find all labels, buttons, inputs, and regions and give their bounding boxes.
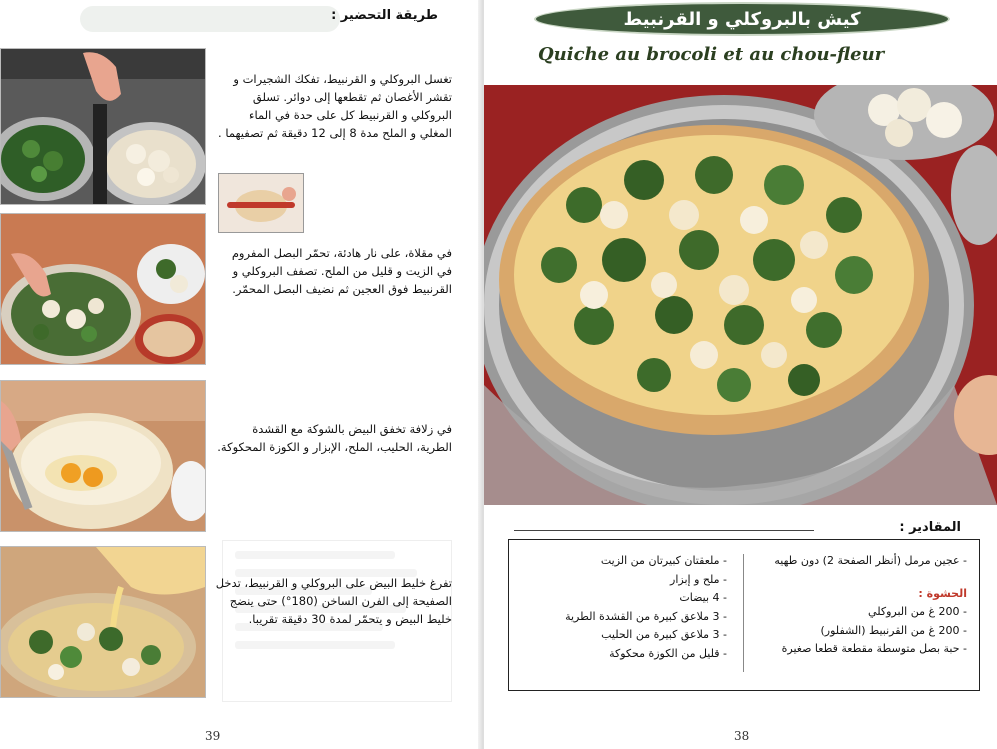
ingredient-item: - حبة بصل متوسطة مقطعة قطعا صغيرة xyxy=(781,642,967,655)
right-page xyxy=(484,0,997,749)
ingredient-item: - 3 ملاعق كبيرة من الحليب xyxy=(601,628,727,641)
page-number-left: 39 xyxy=(205,729,221,743)
pour-mixture-photo xyxy=(0,546,206,698)
ingredient-dough: - عجين مرمل (أنظر الصفحة 2) دون طهيه xyxy=(774,554,967,567)
quiche-photo xyxy=(484,85,997,505)
step-1-text: تغسل البروكلي و القرنبيط، تفكك الشجيرات و تقشر الأغصان ثم تقطعها إلى دوائر. تسلق البروكلي و القرنبيط كل على حدة في الماء المغلي و الملح مدة 8 إلى 12 دقيقة ثم تصفيهما . xyxy=(218,72,452,140)
filling-label: الحشوة : xyxy=(918,586,967,600)
title-banner xyxy=(534,2,950,36)
ingredient-item: - قليل من الكوزة محكوكة xyxy=(609,646,727,660)
step-4-text: تفرغ خليط البيض على البروكلي و القرنبيط، تدخل الصفيحة إلى الفرن الساخن (180°) حتى ينضج خليط البيض و يتحمّر لمدة 30 دقيقة تقريبا. xyxy=(215,576,452,626)
ingredients-title-underline xyxy=(514,530,814,531)
recipe-title-arabic: كيش بالبروكلي و القرنبيط xyxy=(623,8,861,30)
ingredients-box xyxy=(508,539,980,691)
ingredient-item: - 4 بيضات xyxy=(679,591,727,604)
egg-bowl-photo xyxy=(0,380,206,532)
pots-photo xyxy=(0,48,206,205)
ingredient-item: - 200 غ من القرنبيط (الشفلور) xyxy=(820,623,967,637)
step-2-text: في مقلاة، على نار هادئة، تحمّر البصل المفروم في الزيت و قليل من الملح. تصفف البروكلي و القرنبيط فوق العجين ثم نضيف البصل المحمّر. xyxy=(231,246,452,296)
preparation-title: طريقة التحضير : xyxy=(331,8,438,23)
onion-layer-photo xyxy=(0,213,206,365)
left-page xyxy=(0,0,484,749)
ingredients-divider xyxy=(743,554,744,672)
ingredient-item: - ملعقتان كبيرتان من الزيت xyxy=(600,554,727,567)
step-3-text: في زلافة تخفق البيض بالشوكة مع القشدة الطرية، الحليب، الملح، الإبزار و الكوزة المحكوكة. xyxy=(217,422,452,454)
page-number-right: 38 xyxy=(734,729,750,743)
recipe-title-french: Quiche au brocoli et au chou-fleur xyxy=(538,44,885,65)
ingredient-item: - 200 غ من البروكلي xyxy=(868,605,967,618)
ingredient-item: - 3 ملاعق كبيرة من القشدة الطرية xyxy=(565,609,727,623)
ingredients-column-left xyxy=(517,552,727,663)
ingredient-item: - ملح و إبزار xyxy=(670,572,727,586)
ingredients-title: المقادير : xyxy=(899,520,961,535)
left-header xyxy=(0,0,470,42)
ingredients-column-right xyxy=(739,552,967,659)
show-through-title xyxy=(80,6,340,32)
dough-roller-photo xyxy=(218,173,304,233)
